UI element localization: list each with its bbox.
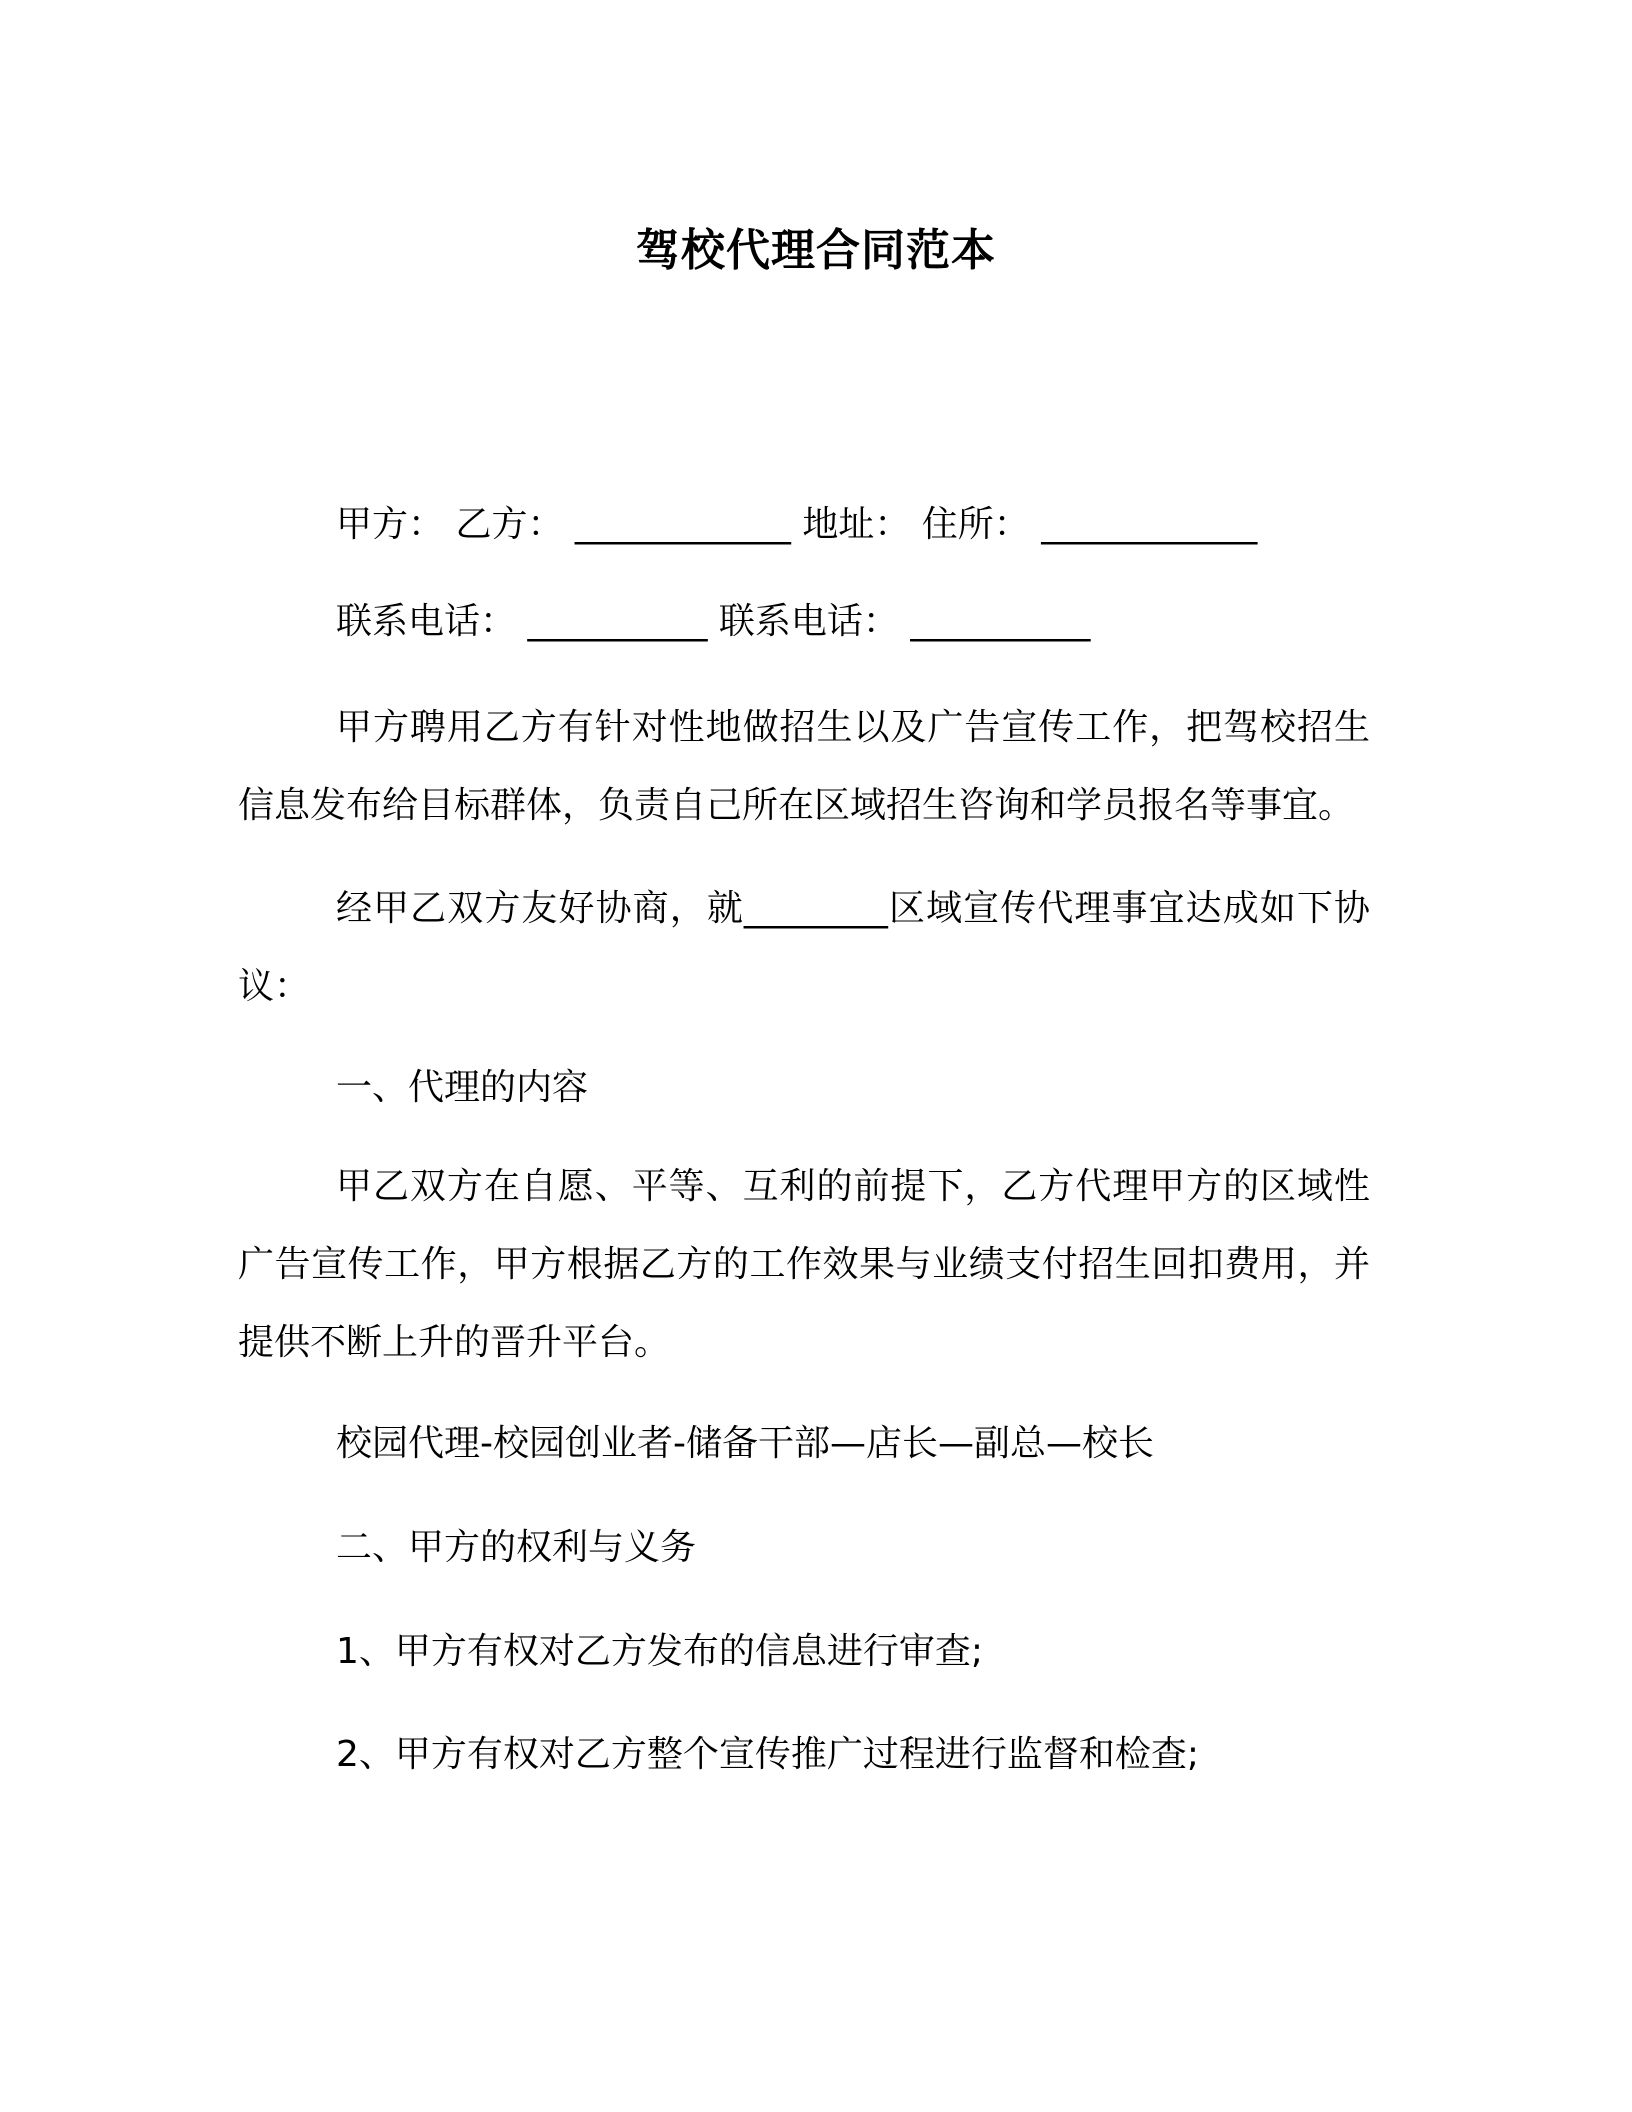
- intro-paragraph: 甲方聘用乙方有针对性地做招生以及广告宣传工作，把驾校招生信息发布给目标群体，负责自己所在区域招生咨询和学员报名等事宜。: [238, 707, 1370, 826]
- rights-item-2: 2、甲方有权对乙方整个宣传推广过程进行监督和检查;: [336, 1734, 1200, 1775]
- section-two-heading: 二、甲方的权利与义务: [336, 1527, 697, 1568]
- party-info-line: 甲方： 乙方： ____________ 地址： 住所： ____________: [336, 504, 1258, 545]
- document-title: 驾校代理合同范本: [636, 225, 996, 276]
- rights-item-1: 1、甲方有权对乙方发布的信息进行审查;: [336, 1631, 984, 1672]
- contact-info-line: 联系电话： __________ 联系电话： __________: [336, 601, 1091, 642]
- career-path-line: 校园代理-校园创业者-储备干部—店长—副总—校长: [336, 1423, 1154, 1464]
- section-one-heading: 一、代理的内容: [336, 1067, 589, 1108]
- section-one-paragraph: 甲乙双方在自愿、平等、互利的前提下，乙方代理甲方的区域性广告宣传工作，甲方根据乙方的工作效果与业绩支付招生回扣费用，并提供不断上升的晋升平台。: [238, 1166, 1370, 1363]
- agreement-paragraph: 经甲乙双方友好协商，就________区域宣传代理事宜达成如下协议：: [238, 888, 1370, 1007]
